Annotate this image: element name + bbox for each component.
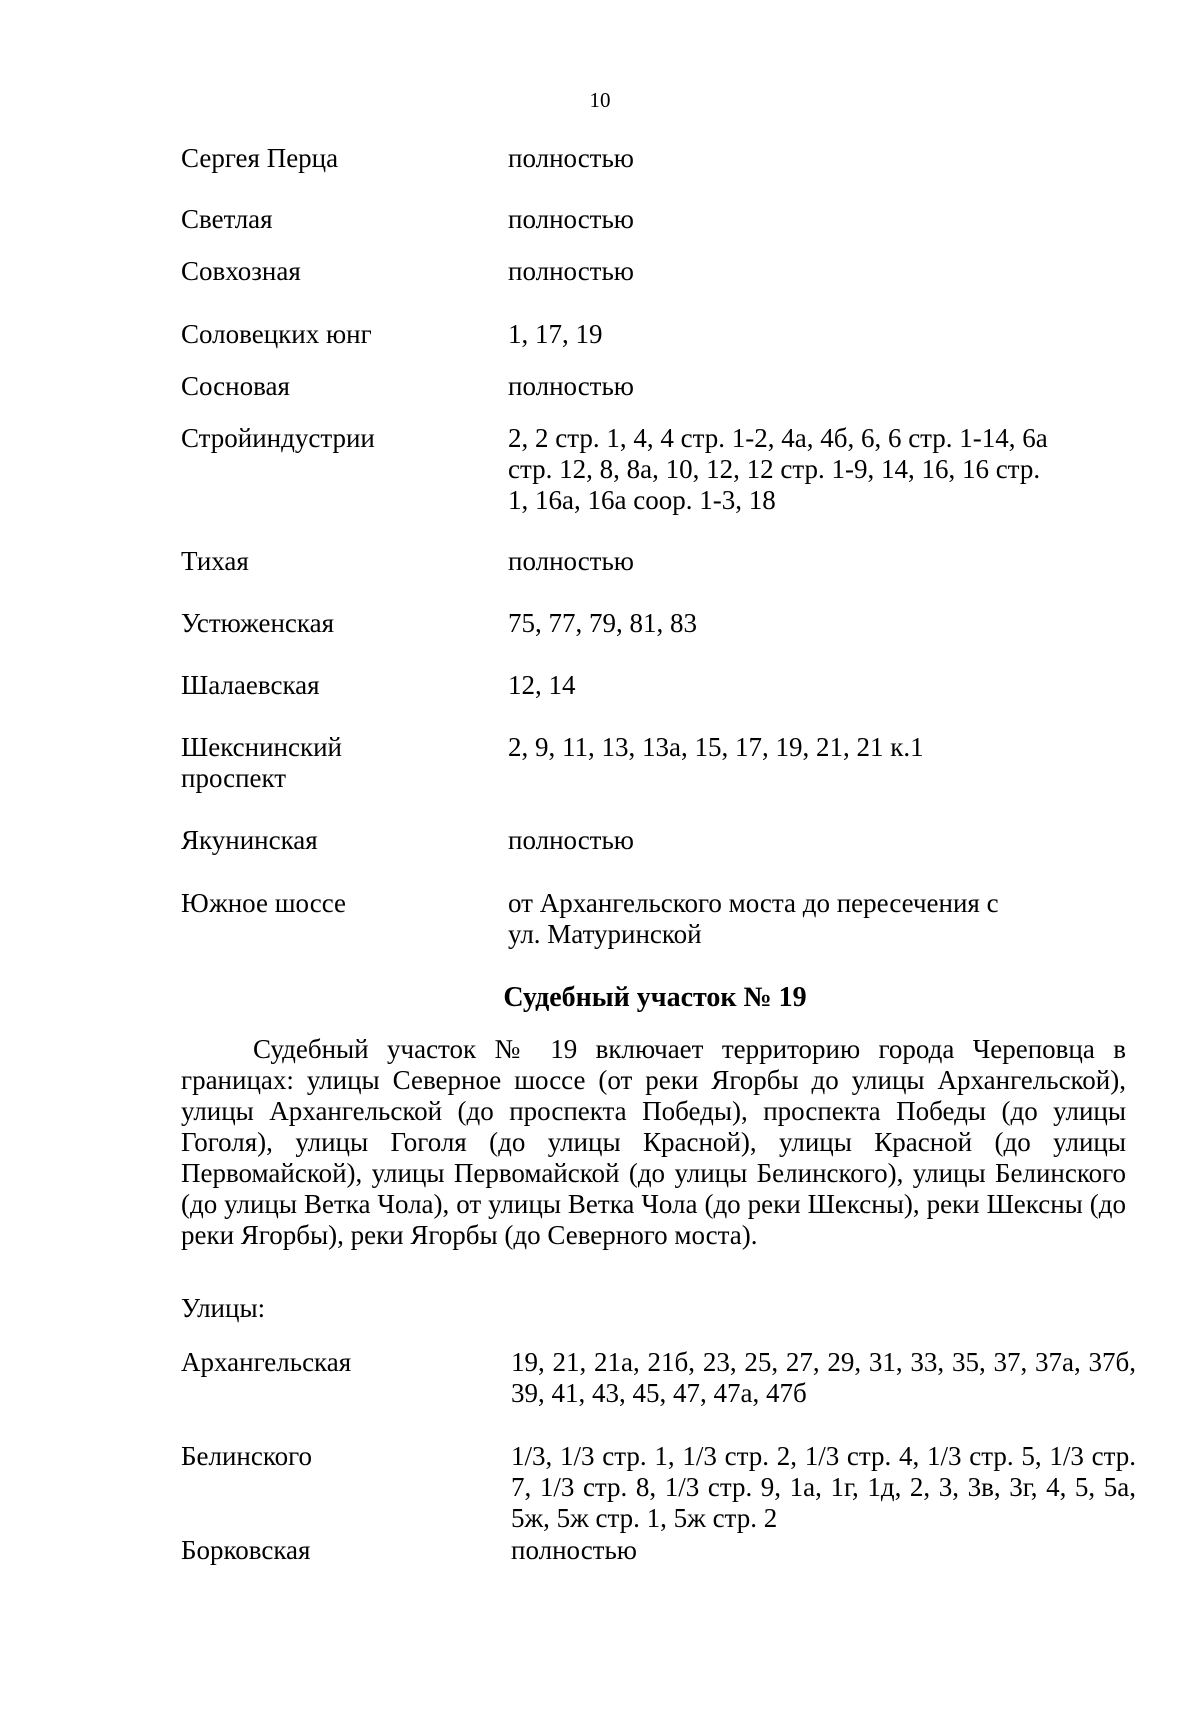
street-name: Архангельская bbox=[181, 1347, 352, 1377]
street-name: Белинского bbox=[181, 1441, 312, 1471]
street-name: Сергея Перца bbox=[181, 143, 339, 173]
house-numbers: 1/3, 1/3 стр. 1, 1/3 стр. 2, 1/3 стр. 4, 1/3 стр. 5, 1/3 стр. 7, 1/3 стр. 8, 1/3 стр. 9, 1а, 1г, 1д, 2, 3, 3в, 3г, 4, 5, 5а, 5ж, 5ж стр. 1, 5ж стр. 2 bbox=[511, 1441, 1136, 1533]
house-numbers: полностью bbox=[508, 143, 634, 173]
street-name: Тихая bbox=[181, 546, 249, 576]
house-numbers: 12, 14 bbox=[508, 670, 576, 700]
house-numbers: 1, 17, 19 bbox=[508, 319, 603, 349]
street-name: Стройиндустрии bbox=[181, 423, 375, 453]
street-name: Шалаевская bbox=[181, 670, 320, 700]
street-name: Якунинская bbox=[181, 825, 318, 855]
house-numbers: полностью bbox=[508, 204, 634, 234]
page-number: 10 bbox=[589, 88, 611, 112]
house-numbers: 19, 21, 21а, 21б, 23, 25, 27, 29, 31, 33, 35, 37, 37а, 37б, 39, 41, 43, 45, 47, 47а, 47б bbox=[511, 1347, 1136, 1408]
street-name: Совхозная bbox=[181, 256, 301, 286]
house-numbers: полностью bbox=[508, 256, 634, 286]
house-numbers: от Архангельского моста до пересечения с ул. Матуринской bbox=[508, 888, 999, 949]
streets-label: Улицы: bbox=[181, 1293, 266, 1323]
house-numbers: полностью bbox=[511, 1535, 637, 1565]
house-numbers: полностью bbox=[508, 546, 634, 576]
street-name: Южное шоссе bbox=[181, 888, 346, 918]
street-name: Борковская bbox=[181, 1535, 311, 1565]
house-numbers: 2, 2 стр. 1, 4, 4 стр. 1-2, 4а, 4б, 6, 6 стр. 1-14, 6а стр. 12, 8, 8а, 10, 12, 12 стр. 1-9, 14, 16, 16 стр. 1, 16а, 16а соор. 1-3, 18 bbox=[508, 423, 1048, 515]
street-name: Светлая bbox=[181, 204, 273, 234]
house-numbers: 75, 77, 79, 81, 83 bbox=[508, 608, 697, 638]
house-numbers: полностью bbox=[508, 371, 634, 401]
section-title: Судебный участок № 19 bbox=[503, 982, 807, 1013]
street-name: Соловецких юнг bbox=[181, 319, 372, 349]
street-name: Устюженская bbox=[181, 608, 334, 638]
section-description: Судебный участок № 19 включает территорию города Череповца в границах: улицы Северное шоссе (от реки Ягорбы до улицы Архангельской), улицы Архангельской (до проспекта Победы), проспекта Победы (до улицы Гоголя), улицы Гоголя (до улицы Красной), улицы Красной (до улицы Первомайской), улицы Первомайской (до улицы Белинского), улицы Белинского (до улицы Ветка Чола), от улицы Ветка Чола (до реки Шексны), реки Шексны (до реки Ягорбы), реки Ягорбы (до Северного моста). bbox=[181, 1034, 1126, 1250]
house-numbers: 2, 9, 11, 13, 13а, 15, 17, 19, 21, 21 к.1 bbox=[508, 732, 924, 762]
house-numbers: полностью bbox=[508, 825, 634, 855]
street-name: Шекснинский проспект bbox=[181, 732, 342, 793]
street-name: Сосновая bbox=[181, 371, 290, 401]
